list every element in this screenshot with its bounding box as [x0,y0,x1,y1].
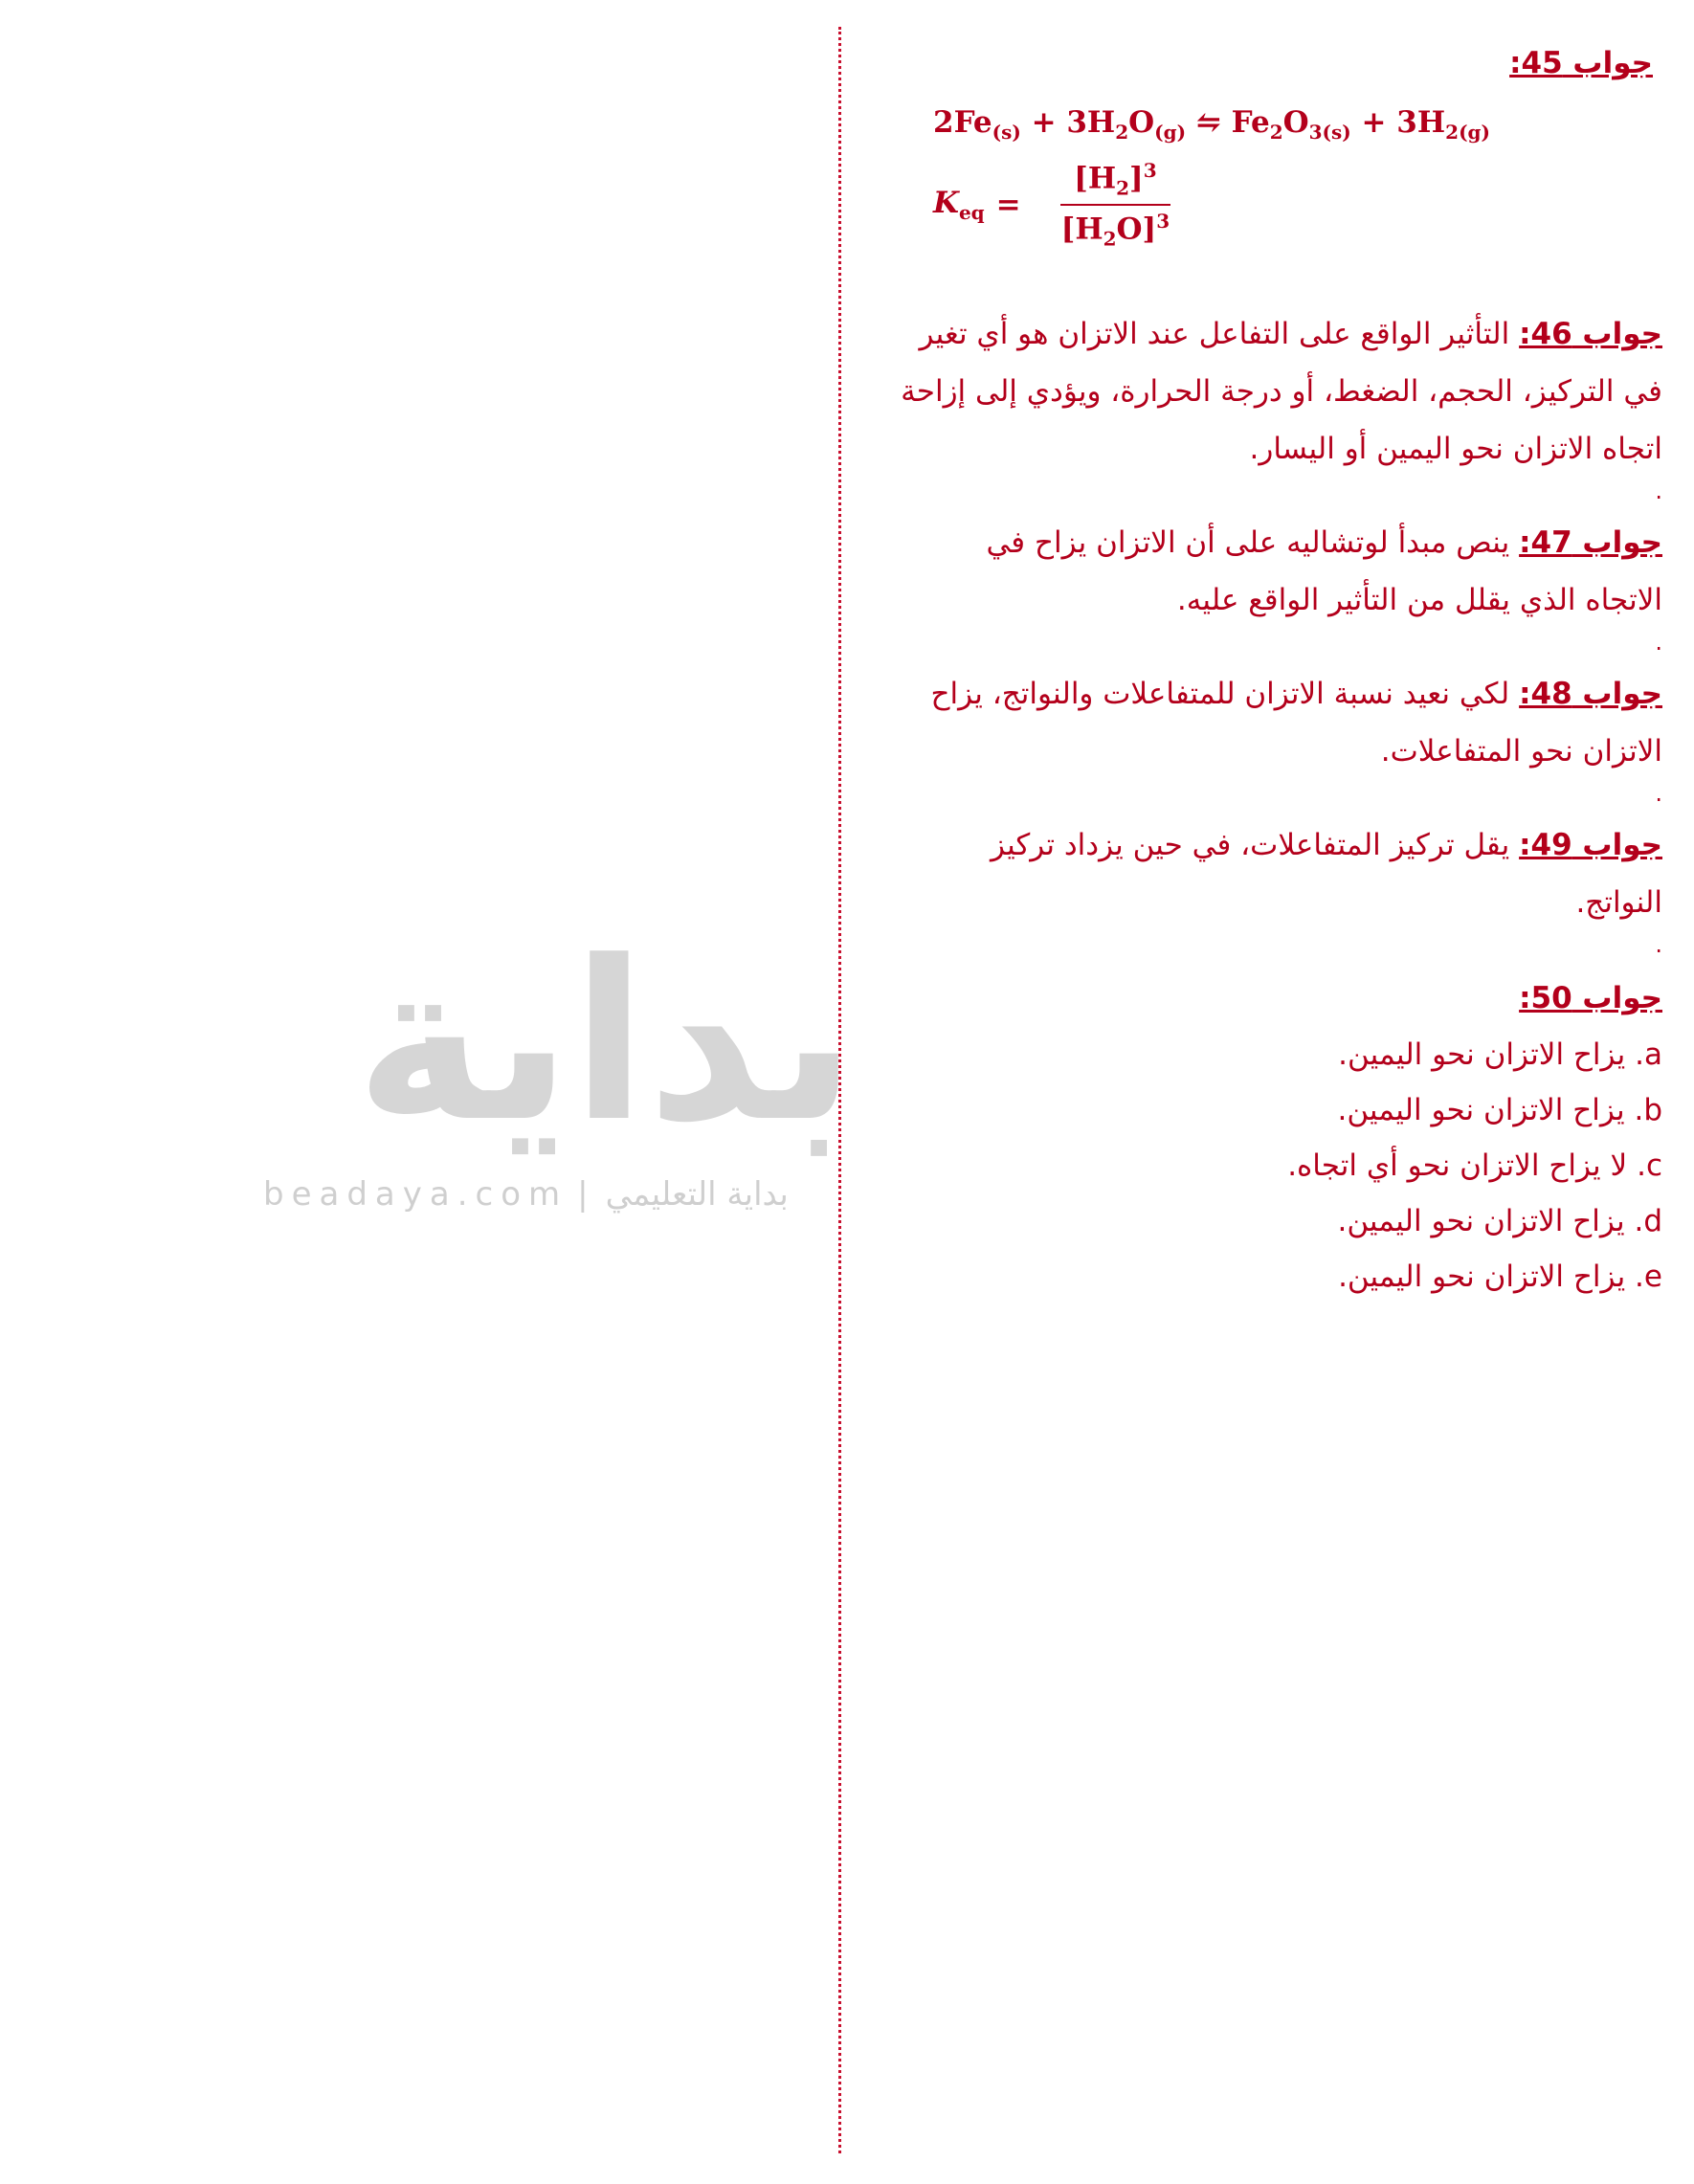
item-text: يزاح الاتزان نحو اليمين. [1338,1037,1626,1073]
answer-49-text: يقل تركيز المتفاعلات، في حين يزداد تركيز النواتج. [991,828,1662,921]
answer-50 [876,969,1662,1304]
watermark-caption [263,1175,789,1214]
equilibrium-constant-expression [933,159,1653,250]
item-text: يزاح الاتزان نحو اليمين. [1337,1093,1625,1128]
answer-50-title: جواب 50: [1519,981,1662,1016]
separator-dot: . [1655,478,1662,505]
answer-47-title: جواب 47: [1519,525,1662,561]
answer-45-equations [933,100,1653,250]
item-letter: e [1643,1259,1662,1295]
keq-fraction [1048,159,1183,250]
answer-48-title: جواب 48: [1519,677,1662,712]
watermark-separator: | [577,1175,596,1214]
item-letter: c [1645,1148,1662,1184]
answer-47-text: ينص مبدأ لوتشاليه على أن الاتزان يزاح في الاتجاه الذي يقلل من التأثير الواقع عليه. [986,525,1662,618]
separator-dot: . [1655,780,1662,808]
item-letter: b [1643,1093,1662,1128]
item-letter: a [1644,1037,1662,1073]
separator-dot: . [1655,629,1662,657]
item-letter: d [1643,1204,1662,1239]
answer-45-title: جواب 45: [1509,46,1653,80]
item-text: يزاح الاتزان نحو اليمين. [1338,1259,1626,1295]
answer-48 [906,665,1662,780]
watermark-tagline: بداية التعليمي [605,1175,789,1214]
watermark-site: beadaya.com [263,1175,568,1214]
watermark-logo: بداية [355,915,857,1170]
answer-47 [916,514,1662,629]
watermark [244,915,857,1254]
answer-49 [916,816,1662,931]
answer-50-item-b: b. يزاح الاتزان نحو اليمين. [1337,1093,1662,1128]
answer-49-title: جواب 49: [1519,828,1662,863]
answer-45 [876,46,1653,250]
equals-sign: = [995,187,1021,222]
answer-46-title: جواب 46: [1519,317,1662,352]
answers-column [876,38,1662,1304]
answer-50-item-a: a. يزاح الاتزان نحو اليمين. [1338,1037,1662,1073]
keq-numerator: $[H_2]^3$ [1060,159,1170,206]
reaction-equation: $2Fe_{(s)} + 3H_2O_{(g)}$ ⇋ $Fe_2O_{3(s)} + 3H_{2(g)}$ [933,105,1490,145]
item-text: يزاح الاتزان نحو اليمين. [1337,1204,1625,1239]
keq-symbol: $K_{eq}$ [933,185,985,224]
keq-denominator: $[H_2O]^3$ [1060,209,1170,251]
answer-50-item-d: d. يزاح الاتزان نحو اليمين. [1337,1204,1662,1239]
item-text: لا يزاح الاتزان نحو أي اتجاه. [1287,1148,1628,1184]
answer-50-item-e: e. يزاح الاتزان نحو اليمين. [1338,1259,1662,1295]
answer-48-text: لكي نعيد نسبة الاتزان للمتفاعلات والنواتج، يزاح الاتزان نحو المتفاعلات. [930,677,1662,769]
answer-46-text: التأثير الواقع على التفاعل عند الاتزان هو أي تغير في التركيز، الحجم، الضغط، أو درجة الحرارة، ويؤدي إلى إزاحة اتجاه الاتزان نحو اليمين أو اليسار. [901,317,1662,467]
answer-50-item-c: c. لا يزاح الاتزان نحو أي اتجاه. [1287,1148,1662,1184]
separator-dot: . [1655,931,1662,959]
answer-46 [882,305,1662,478]
